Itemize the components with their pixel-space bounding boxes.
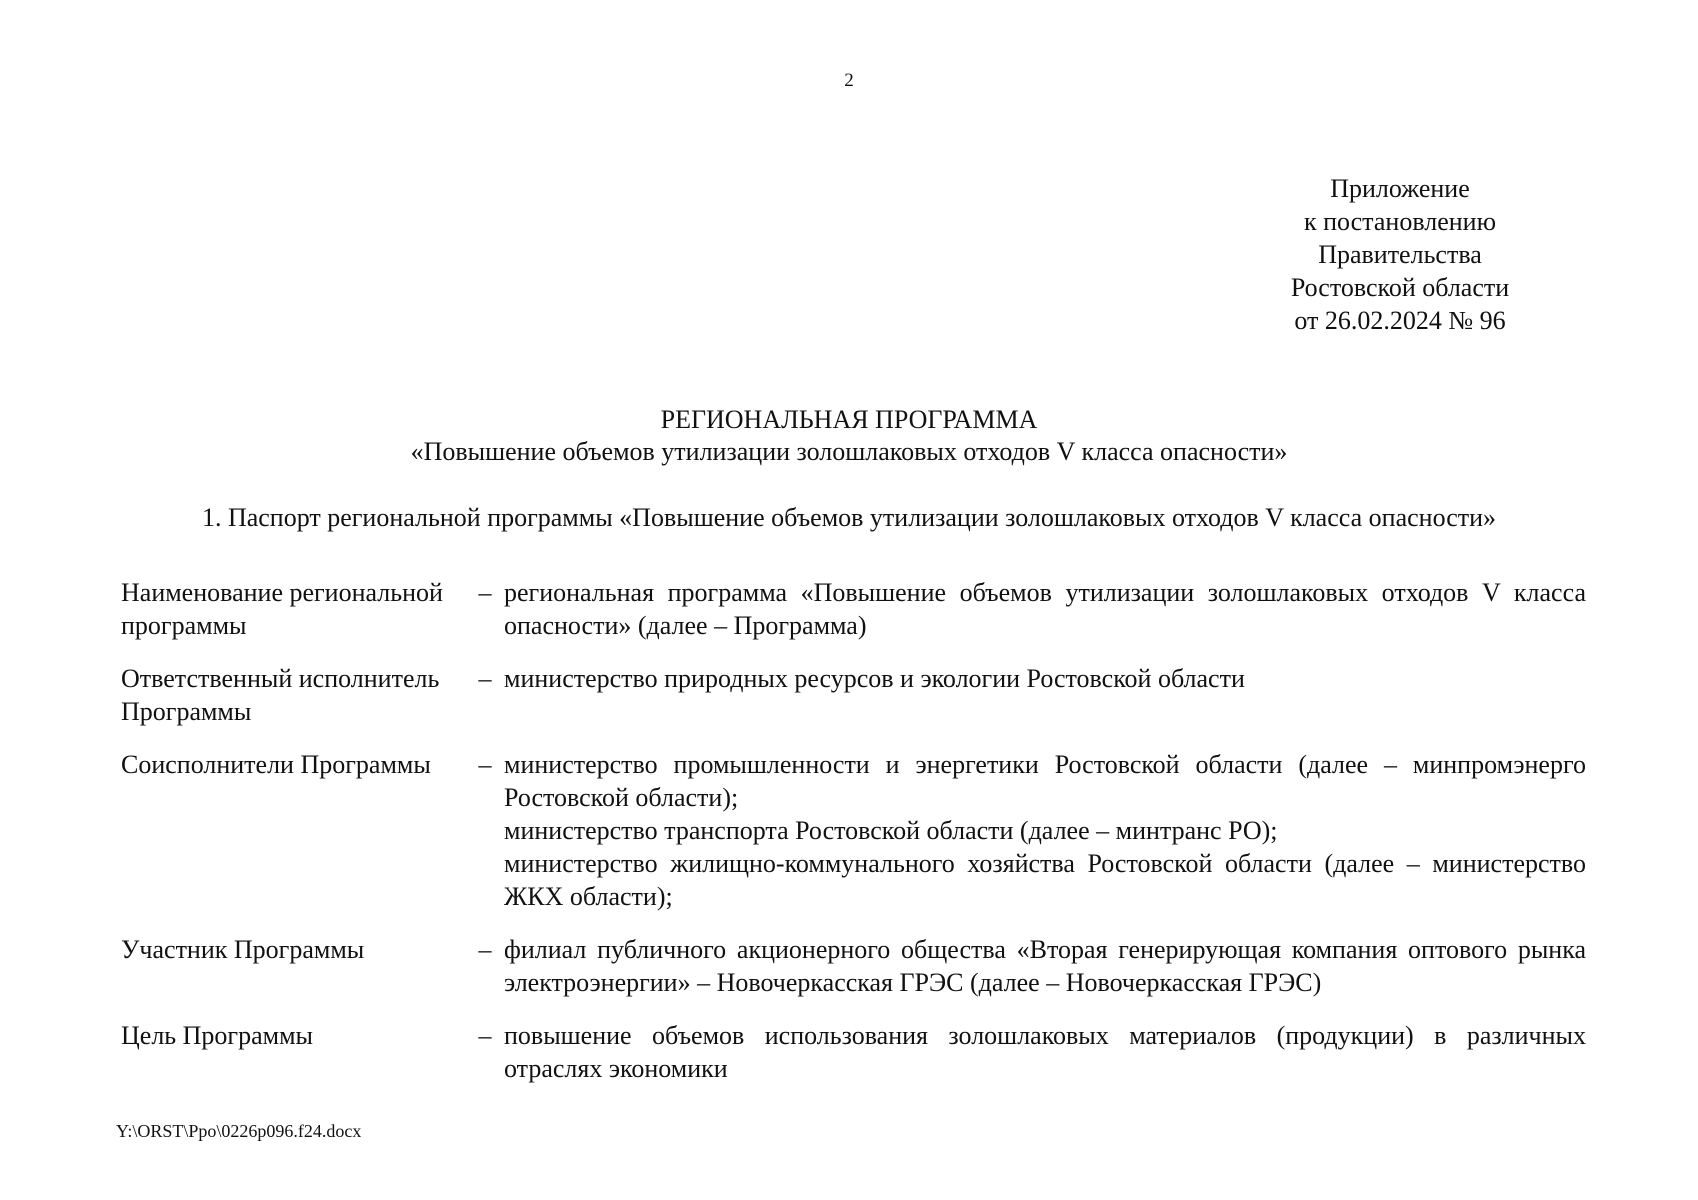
row-value [504, 576, 1586, 642]
row-value [504, 933, 1586, 999]
appendix-line: от 26.02.2024 № 96 [1294, 306, 1506, 335]
passport-row-participant [121, 933, 1586, 999]
appendix-line: к постановлению [1303, 207, 1497, 236]
row-paragraph: повышение объемов использования золошлаковых материалов (продукции) в различных отраслях экономики [504, 1021, 1586, 1083]
row-label: Наименование региональной программы [121, 578, 443, 640]
row-label: Ответственный исполнитель Программы [121, 664, 440, 726]
row-paragraph: филиал публичного акционерного общества «Вторая генерирующая компания оптового рынка электроэнергии» – Новочеркасская ГРЭС (далее – Новочеркасская ГРЭС) [504, 935, 1586, 997]
passport-row-responsible [121, 662, 1586, 728]
row-dash: – [478, 578, 492, 607]
row-dash: – [478, 935, 492, 964]
row-dash: – [478, 1021, 492, 1050]
appendix-line: Приложение [1330, 174, 1470, 203]
row-label: Участник Программы [121, 935, 365, 964]
passport-row-name [121, 576, 1586, 642]
passport-row-co-executors [121, 748, 1586, 913]
row-paragraph: министерство природных ресурсов и экологии Ростовской области [504, 664, 1245, 693]
row-paragraph: региональная программа «Повышение объемов утилизации золошлаковых отходов V класса опасности» (далее – Программа) [504, 578, 1586, 640]
section-heading: 1. Паспорт региональной программы «Повышение объемов утилизации золошлаковых отходов V класса опасности» [201, 503, 1497, 532]
appendix-line: Ростовской области [1290, 273, 1510, 302]
row-value [504, 662, 1586, 695]
passport-table [121, 576, 1586, 1105]
document-subtitle: «Повышение объемов утилизации золошлаковых отходов V класса опасности» [410, 437, 1288, 466]
row-dash: – [478, 664, 492, 693]
row-label: Соисполнители Программы [121, 750, 431, 779]
row-paragraph: министерство транспорта Ростовской области (далее – минтранс РО); [504, 816, 1278, 845]
row-value [504, 1019, 1586, 1085]
footer-file-path: Y:\ORST\Ppo\0226p096.f24.docx [116, 1121, 362, 1141]
document-title: РЕГИОНАЛЬНАЯ ПРОГРАММА [660, 405, 1038, 434]
appendix-block [1250, 172, 1550, 337]
passport-row-goal [121, 1019, 1586, 1085]
row-value [504, 748, 1586, 913]
row-label: Цель Программы [121, 1021, 314, 1050]
row-paragraph: министерство жилищно-коммунального хозяйства Ростовской области (далее – министерство ЖКХ области); [504, 849, 1586, 911]
row-paragraph: министерство промышленности и энергетики Ростовской области (далее – минпромэнерго Ростовской области); [504, 750, 1586, 812]
page-number: 2 [844, 70, 854, 91]
appendix-line: Правительства [1318, 240, 1482, 269]
row-dash: – [478, 750, 492, 779]
